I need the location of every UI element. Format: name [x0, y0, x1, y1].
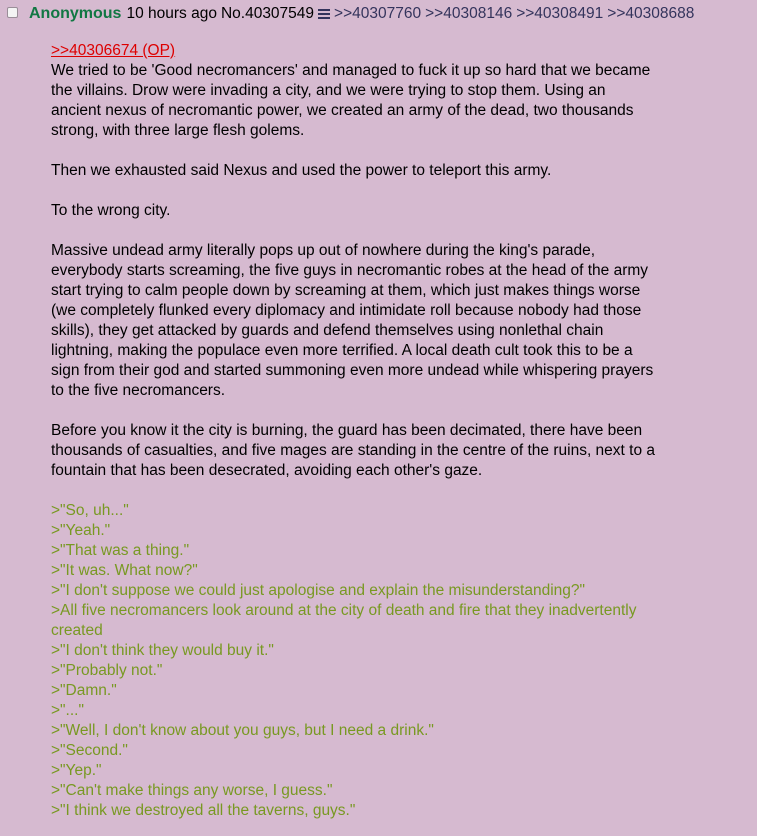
- greentext-line: >"Second.": [51, 742, 128, 759]
- greentext-line: >"Yeah.": [51, 522, 111, 539]
- greentext-line: >"That was a thing.": [51, 542, 190, 559]
- greentext-line: >"...": [51, 702, 84, 719]
- body-line: the villains. Drow were invading a city, and we were trying to stop them. Using an: [51, 82, 606, 99]
- body-line: Massive undead army literally pops up out of nowhere during the king's parade,: [51, 242, 596, 259]
- body-line: Then we exhausted said Nexus and used the power to teleport this army.: [51, 162, 552, 179]
- body-line: ancient nexus of necromantic power, we created an army of the dead, two thousands: [51, 102, 634, 119]
- body-line: everybody starts screaming, the five guys in necromantic robes at the head of the army: [51, 262, 649, 279]
- greentext-line: >"So, uh...": [51, 502, 129, 519]
- greentext-line: >"Yep.": [51, 762, 102, 779]
- body-line: start trying to calm people down by screaming at them, which just makes things worse: [51, 282, 641, 299]
- backlink[interactable]: >>40308146: [425, 5, 513, 22]
- post-number-link[interactable]: No.40307549: [220, 5, 315, 22]
- body-line: (we completely flunked every diplomacy and intimidate roll because nobody had those: [51, 302, 642, 319]
- post-header: [7, 3, 698, 25]
- body-line: to the five necromancers.: [51, 382, 226, 399]
- op-quote-link[interactable]: >>40306674 (OP): [51, 42, 176, 59]
- backlink[interactable]: >>40308491: [516, 5, 604, 22]
- body-line: Before you know it the city is burning, the guard has been decimated, there have been: [51, 422, 643, 439]
- greentext-line: >"I don't think they would buy it.": [51, 642, 274, 659]
- body-line: lightning, making the populace even more terrified. A local death cult took this to be a: [51, 342, 633, 359]
- body-line: We tried to be 'Good necromancers' and managed to fuck it up so hard that we became: [51, 62, 651, 79]
- greentext-line: >"Can't make things any worse, I guess.": [51, 782, 333, 799]
- greentext-line: >"Damn.": [51, 682, 117, 699]
- body-line: sign from their god and started summoning even more undead while whispering prayers: [51, 362, 654, 379]
- menu-icon[interactable]: [318, 9, 330, 20]
- greentext-line: >"It was. What now?": [51, 562, 198, 579]
- poster-name: Anonymous: [29, 5, 122, 22]
- post-body: [51, 41, 751, 821]
- greentext-line: created: [51, 622, 103, 639]
- greentext-line: >All five necromancers look around at the city of death and fire that they inadvertently: [51, 602, 637, 619]
- greentext-line: >"I think we destroyed all the taverns, guys.": [51, 802, 356, 819]
- backlink[interactable]: >>40307760: [334, 5, 422, 22]
- post-time: 10 hours ago: [126, 5, 217, 22]
- backlink[interactable]: >>40308688: [607, 5, 695, 22]
- greentext-line: >"I don't suppose we could just apologise and explain the misunderstanding?": [51, 582, 586, 599]
- greentext-line: >"Probably not.": [51, 662, 163, 679]
- body-line: thousands of casualties, and five mages are standing in the centre of the ruins, next to a: [51, 442, 656, 459]
- body-line: strong, with three large flesh golems.: [51, 122, 305, 139]
- body-line: skills), they get attacked by guards and defend themselves using nonlethal chain: [51, 322, 604, 339]
- body-line: To the wrong city.: [51, 202, 171, 219]
- greentext-line: >"Well, I don't know about you guys, but I need a drink.": [51, 722, 434, 739]
- body-line: fountain that has been desecrated, avoiding each other's gaze.: [51, 462, 483, 479]
- post-checkbox[interactable]: [7, 7, 18, 18]
